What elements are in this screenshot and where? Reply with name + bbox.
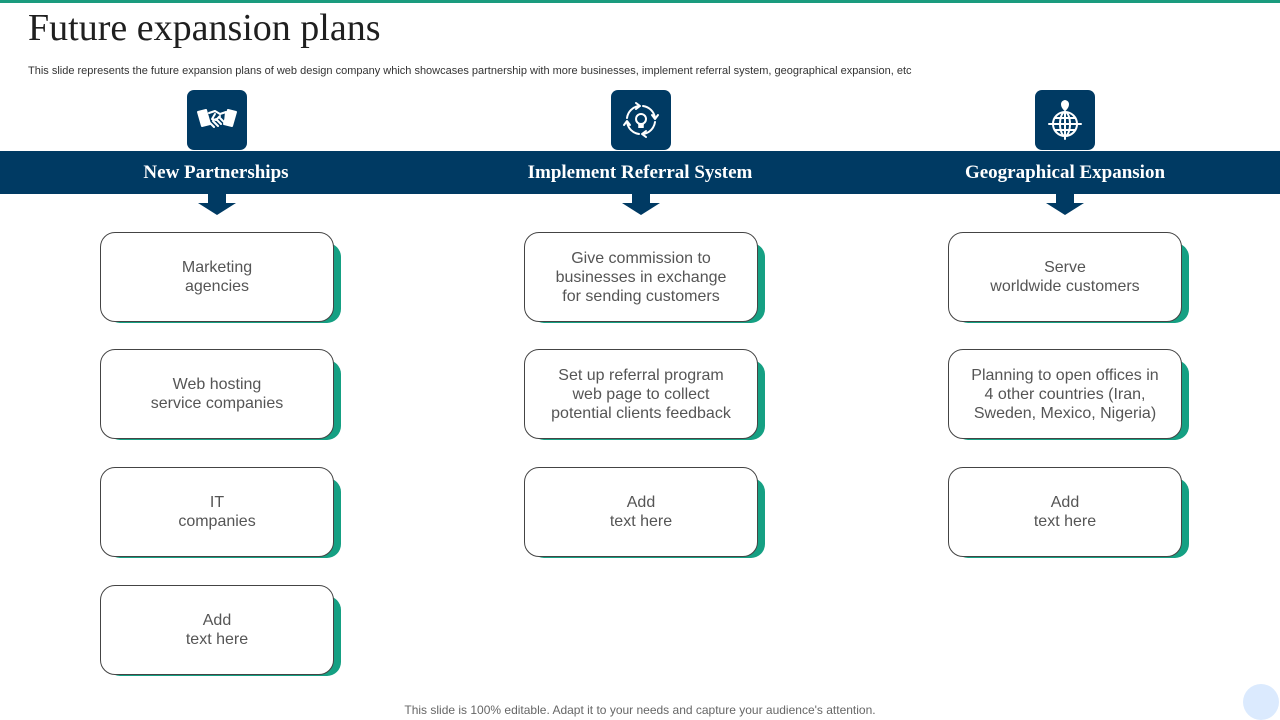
card-open-offices (948, 349, 1189, 440)
card-referral-web-page (524, 349, 765, 440)
down-arrow-icon (197, 194, 237, 215)
handshake-icon (187, 90, 247, 150)
page-title: Future expansion plans (28, 7, 381, 49)
column-title-new-partnerships: New Partnerships (143, 161, 289, 183)
footer-note: This slide is 100% editable. Adapt it to your needs and capture your audience's attention. (404, 703, 876, 717)
card-marketing-agencies (100, 232, 341, 323)
page-subtitle: This slide represents the future expansion plans of web design company which showcases partnership with more businesses, implement referral system, geographical expansion, etc (28, 65, 912, 77)
card-serve-worldwide (948, 232, 1189, 323)
down-arrow-icon (1045, 194, 1085, 215)
card-give-commission (524, 232, 765, 323)
globe-pin-icon (1035, 90, 1095, 150)
column-title-geographical-expansion: Geographical Expansion (964, 161, 1166, 183)
card-text: Planning to open offices in 4 other countries (Iran, Sweden, Mexico, Nigeria) (948, 349, 1182, 439)
down-arrow-icon (621, 194, 661, 215)
referral-cycle-icon (611, 90, 671, 150)
card-text: Add text here (948, 467, 1182, 557)
card-text: IT companies (100, 467, 334, 557)
card-text: Serve worldwide customers (948, 232, 1182, 322)
card-add-text (524, 467, 765, 558)
card-text: Give commission to businesses in exchange for sending customers (524, 232, 758, 322)
column-title-implement-referral-system: Implement Referral System (527, 161, 753, 183)
card-add-text (100, 585, 341, 676)
card-it-companies (100, 467, 341, 558)
card-text: Web hosting service companies (100, 349, 334, 439)
top-accent-rule (0, 0, 1280, 3)
card-text: Add text here (100, 585, 334, 675)
card-text: Add text here (524, 467, 758, 557)
corner-decoration (1243, 684, 1279, 720)
card-add-text (948, 467, 1189, 558)
card-text: Set up referral program web page to collect potential clients feedback (524, 349, 758, 439)
card-web-hosting (100, 349, 341, 440)
card-text: Marketing agencies (100, 232, 334, 322)
